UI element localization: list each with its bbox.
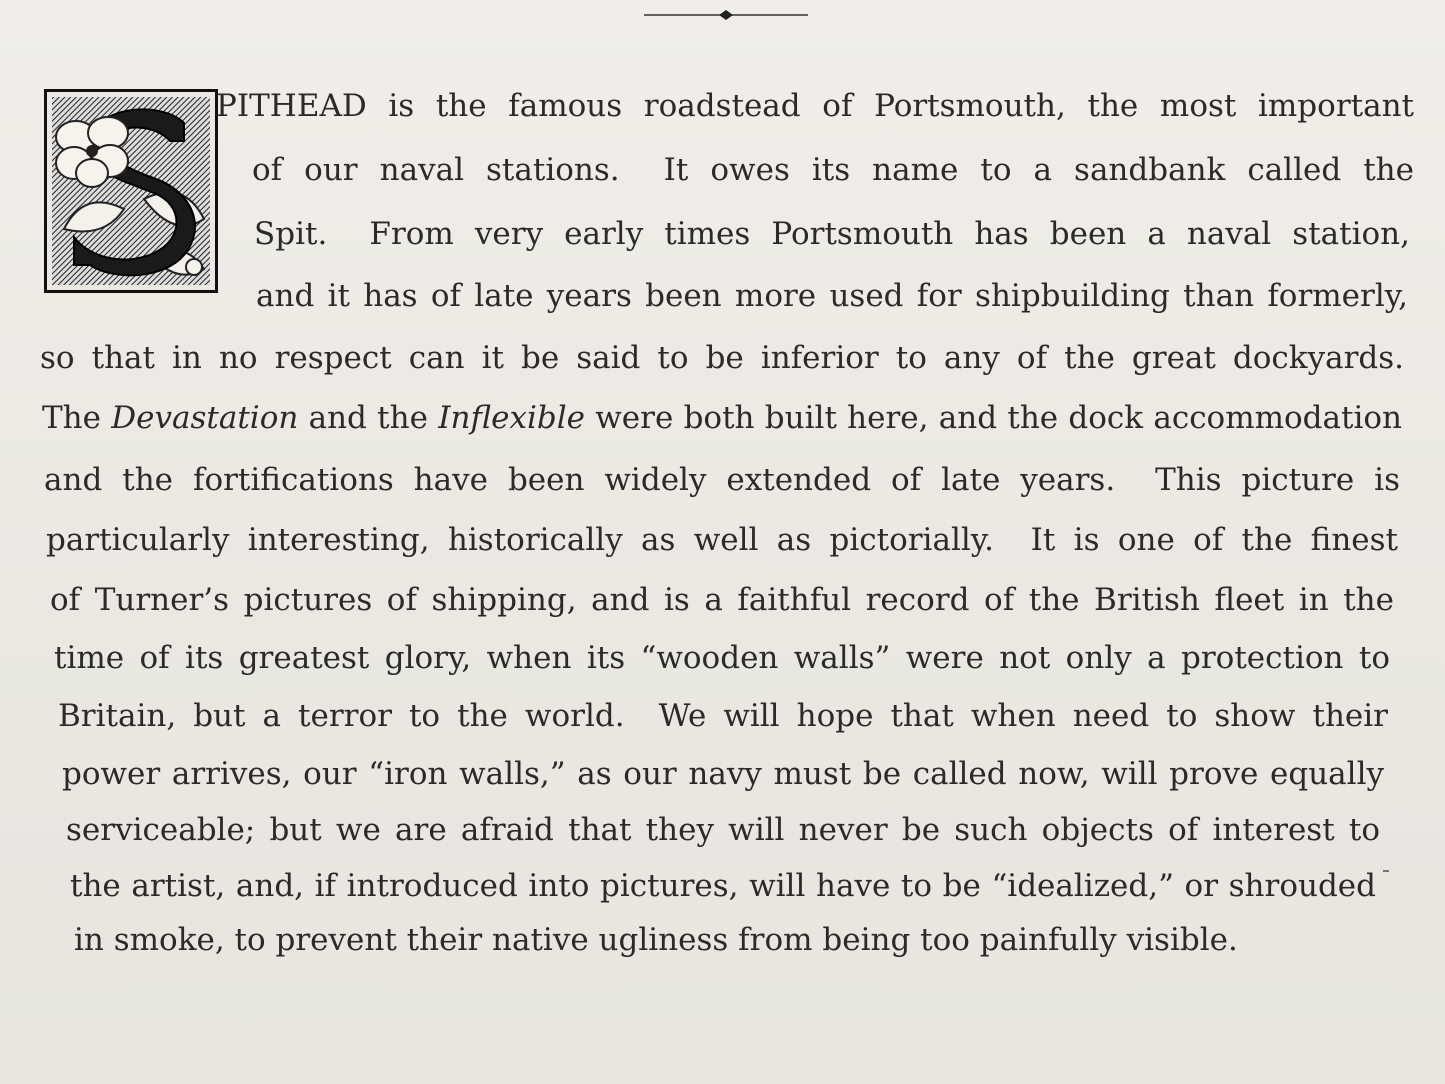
text-line: Spit. From very early times Portsmouth has been a naval station, [254,216,1410,252]
text-line: power arrives, our “iron walls,” as our navy must be called now, will prove equally [62,756,1384,792]
text-line: in smoke, to prevent their native ugliness from being too painfully visible. [74,922,1238,958]
text-line: serviceable; but we are afraid that they will never be such objects of interest to [66,812,1380,848]
stray-dash [1383,870,1389,872]
ship-name-devastation: Devastation [111,400,299,436]
text-line: and the fortifications have been widely extended of late years. This picture is [44,462,1400,498]
text-line: of our naval stations. It owes its name to a sandbank called the [252,152,1414,188]
text-line: particularly interesting, historically as well as pictorially. It is one of the finest [46,522,1398,558]
ship-name-inflexible: Inflexible [438,400,585,436]
text-line: so that in no respect can it be said to be inferior to any of the great dockyards. [40,340,1404,376]
text-line: the artist, and, if introduced into pictures, will have to be “idealized,” or shrouded [70,868,1376,904]
text-line: and it has of late years been more used for shipbuilding than formerly, [256,278,1408,314]
divider-ornament [644,8,808,22]
text-line: PITHEAD is the famous roadstead of Portsmouth, the most important [216,88,1414,124]
decorated-initial-s-icon [44,89,218,293]
text-line: of Turner’s pictures of shipping, and is a faithful record of the British fleet in the [50,582,1394,618]
text-line: time of its greatest glory, when its “wooden walls” were not only a protection to [54,640,1390,676]
text-line: Britain, but a terror to the world. We will hope that when need to show their [58,698,1388,734]
text-line: The Devastation and the Inflexible were both built here, and the dock accommodation [42,400,1402,436]
